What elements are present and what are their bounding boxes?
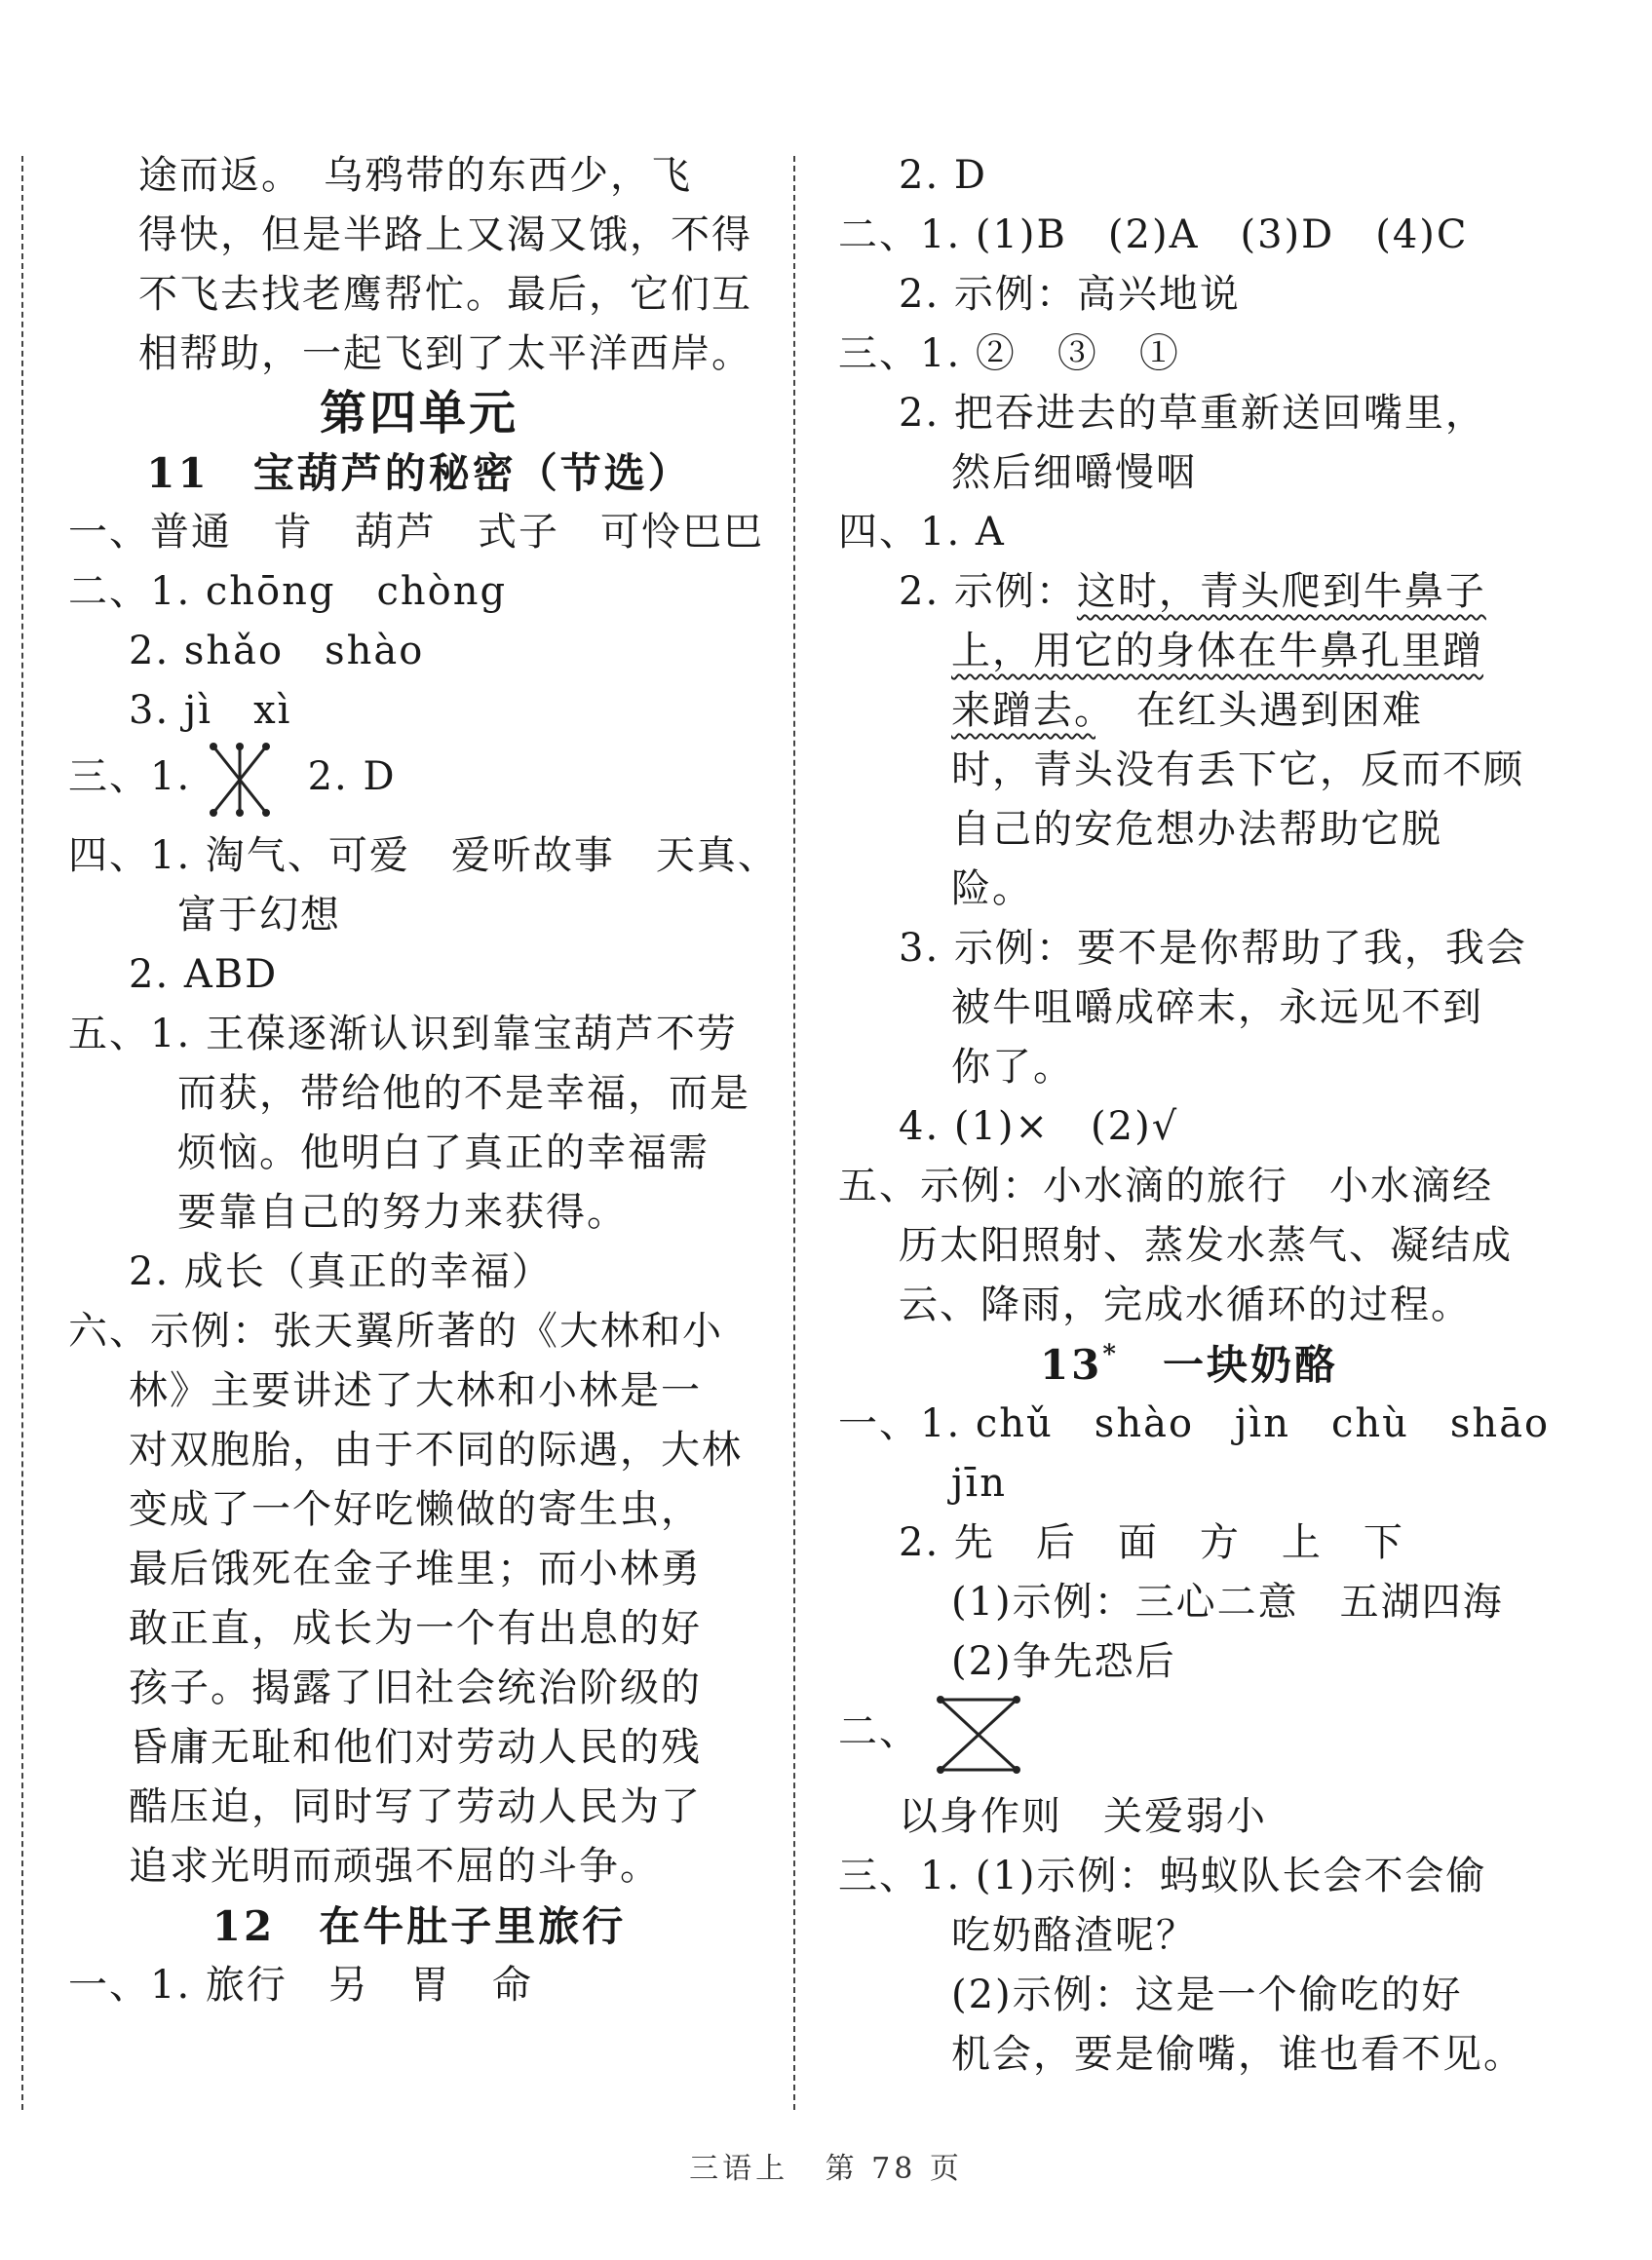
wavy-underlined-text: 这时，青头爬到牛鼻子 <box>1076 569 1486 614</box>
answer-line: 酷压迫，同时写了劳动人民为了 <box>129 1784 702 1829</box>
answer-line: 烦恼。他明白了真正的幸福需 <box>177 1130 710 1175</box>
answer-line: 三、1. 2. D <box>68 741 770 826</box>
answer-line: (1)示例：三心二意 五湖四海 <box>951 1580 1504 1625</box>
answer-line: 然后细嚼慢咽 <box>951 450 1197 495</box>
answer-line: 五、1. 王葆逐渐认识到靠宝葫芦不劳 <box>68 1012 738 1056</box>
answer-line: (2)争先恐后 <box>951 1639 1176 1684</box>
center-dashed-divider <box>793 156 795 2110</box>
answer-line: 2. 示例：高兴地说 <box>899 272 1241 317</box>
wavy-underlined-text: 来蹭去。 <box>951 688 1095 733</box>
answer-line: 三、1. (1)示例：蚂蚁队长会不会偷 <box>838 1854 1487 1898</box>
answer-line: 3. 示例：要不是你帮助了我，我会 <box>899 926 1527 971</box>
matching-lines-diagram <box>206 741 274 819</box>
answer-line: 一、普通 肯 葫芦 式子 可怜巴巴 <box>68 510 764 555</box>
right-column <box>838 146 1551 2085</box>
answer-line: 五、示例：小水滴的旅行 小水滴经 <box>838 1164 1493 1208</box>
answer-line: 自己的安危想办法帮助它脱 <box>951 807 1442 852</box>
answer-line: 吃奶酪渣呢？ <box>951 1913 1197 1958</box>
left-margin-dashed-line <box>21 156 23 2110</box>
answer-line: 被牛咀嚼成碎末，永远见不到 <box>951 985 1483 1030</box>
answer-line: 昏庸无耻和他们对劳动人民的残 <box>129 1725 702 1770</box>
answer-line: 机会，要是偷嘴，谁也看不见。 <box>951 2032 1524 2077</box>
book-label: 三语上 <box>689 2152 789 2186</box>
answer-line: 四、1. A <box>838 510 1006 555</box>
answer-line: 六、示例：张天翼所著的《大林和小 <box>68 1309 723 1354</box>
answer-line: 孩子。揭露了旧社会统治阶级的 <box>129 1666 702 1710</box>
answer-line: 2. D <box>899 153 987 198</box>
answer-line: 二、1. (1)B (2)A (3)D (4)C <box>838 212 1469 257</box>
lesson-title: 11 宝葫芦的秘密（节选） <box>146 449 692 497</box>
answer-line: 2. shǎo shào <box>129 629 425 673</box>
answer-line: 不飞去找老鹰帮忙。最后，它们互 <box>138 272 752 317</box>
answer-line: 2. 成长（真正的幸福） <box>129 1249 553 1294</box>
page-footer <box>0 2144 1652 2187</box>
answer-line: 你了。 <box>951 1045 1074 1090</box>
answer-line: 4. (1)× (2)√ <box>899 1104 1179 1149</box>
answer-line: 2. 示例：这时，青头爬到牛鼻子 <box>899 569 1486 614</box>
answer-line: 2. ABD <box>129 952 279 997</box>
answer-line: 追求光明而顽强不屈的斗争。 <box>129 1844 661 1889</box>
answer-line: 以身作则 关爱弱小 <box>899 1794 1267 1839</box>
answer-line: 3. jì xì <box>129 688 292 733</box>
lesson-title: 12 在牛肚子里旅行 <box>211 1902 627 1950</box>
answer-line: 林》主要讲述了大林和小林是一 <box>129 1368 702 1413</box>
answer-line: 得快，但是半路上又渴又饿，不得 <box>138 212 752 257</box>
answer-line: jīn <box>951 1461 1007 1506</box>
lesson-title: 13* 一块奶酪 <box>1039 1340 1339 1389</box>
answer-line: 二、1. chōng chòng <box>68 569 508 614</box>
answer-line: 四、1. 淘气、可爱 爱听故事 天真、 <box>68 833 779 878</box>
answer-line: 云、降雨，完成水循环的过程。 <box>899 1283 1472 1327</box>
answer-line: 来蹭去。 在红头遇到困难 <box>951 688 1423 733</box>
wavy-underlined-text: 上，用它的身体在牛鼻孔里蹭 <box>951 629 1483 673</box>
answer-line: 要靠自己的努力来获得。 <box>177 1190 628 1235</box>
answer-line: 2. 先 后 面 方 上 下 <box>899 1520 1404 1565</box>
answer-line: 三、1. ② ③ ① <box>838 331 1180 376</box>
answer-line: 变成了一个好吃懒做的寄生虫， <box>129 1487 702 1532</box>
page-number: 第 78 页 <box>825 2152 963 2186</box>
answer-line: 途而返。 乌鸦带的东西少，飞 <box>138 153 692 198</box>
answer-line: 对双胞胎，由于不同的际遇，大林 <box>129 1428 743 1473</box>
answer-line: 敢正直，成长为一个有出息的好 <box>129 1606 702 1651</box>
answer-line: 时，青头没有丢下它，反而不顾 <box>951 747 1524 792</box>
answer-line: 历太阳照射、蒸发水蒸气、凝结成 <box>899 1223 1513 1268</box>
answer-line: 富于幻想 <box>177 893 341 938</box>
matching-lines-diagram <box>935 1692 1022 1778</box>
answer-line <box>838 622 1540 681</box>
left-column <box>68 146 779 2015</box>
answer-line: 而获，带给他的不是幸福，而是 <box>177 1071 750 1116</box>
answer-line: 二、 <box>838 1692 1540 1787</box>
answer-line: 相帮助，一起飞到了太平洋西岸。 <box>138 331 752 376</box>
unit-heading: 第四单元 <box>319 386 519 441</box>
answer-line: 险。 <box>951 866 1033 911</box>
answer-line: 最后饿死在金子堆里；而小林勇 <box>129 1547 702 1591</box>
answer-line: 一、1. chǔ shào jìn chù shāo <box>838 1401 1551 1446</box>
answer-line: 2. 把吞进去的草重新送回嘴里， <box>899 391 1486 436</box>
answer-line: 一、1. 旅行 另 胃 命 <box>68 1963 533 2008</box>
answer-line: (2)示例：这是一个偷吃的好 <box>951 1973 1463 2017</box>
